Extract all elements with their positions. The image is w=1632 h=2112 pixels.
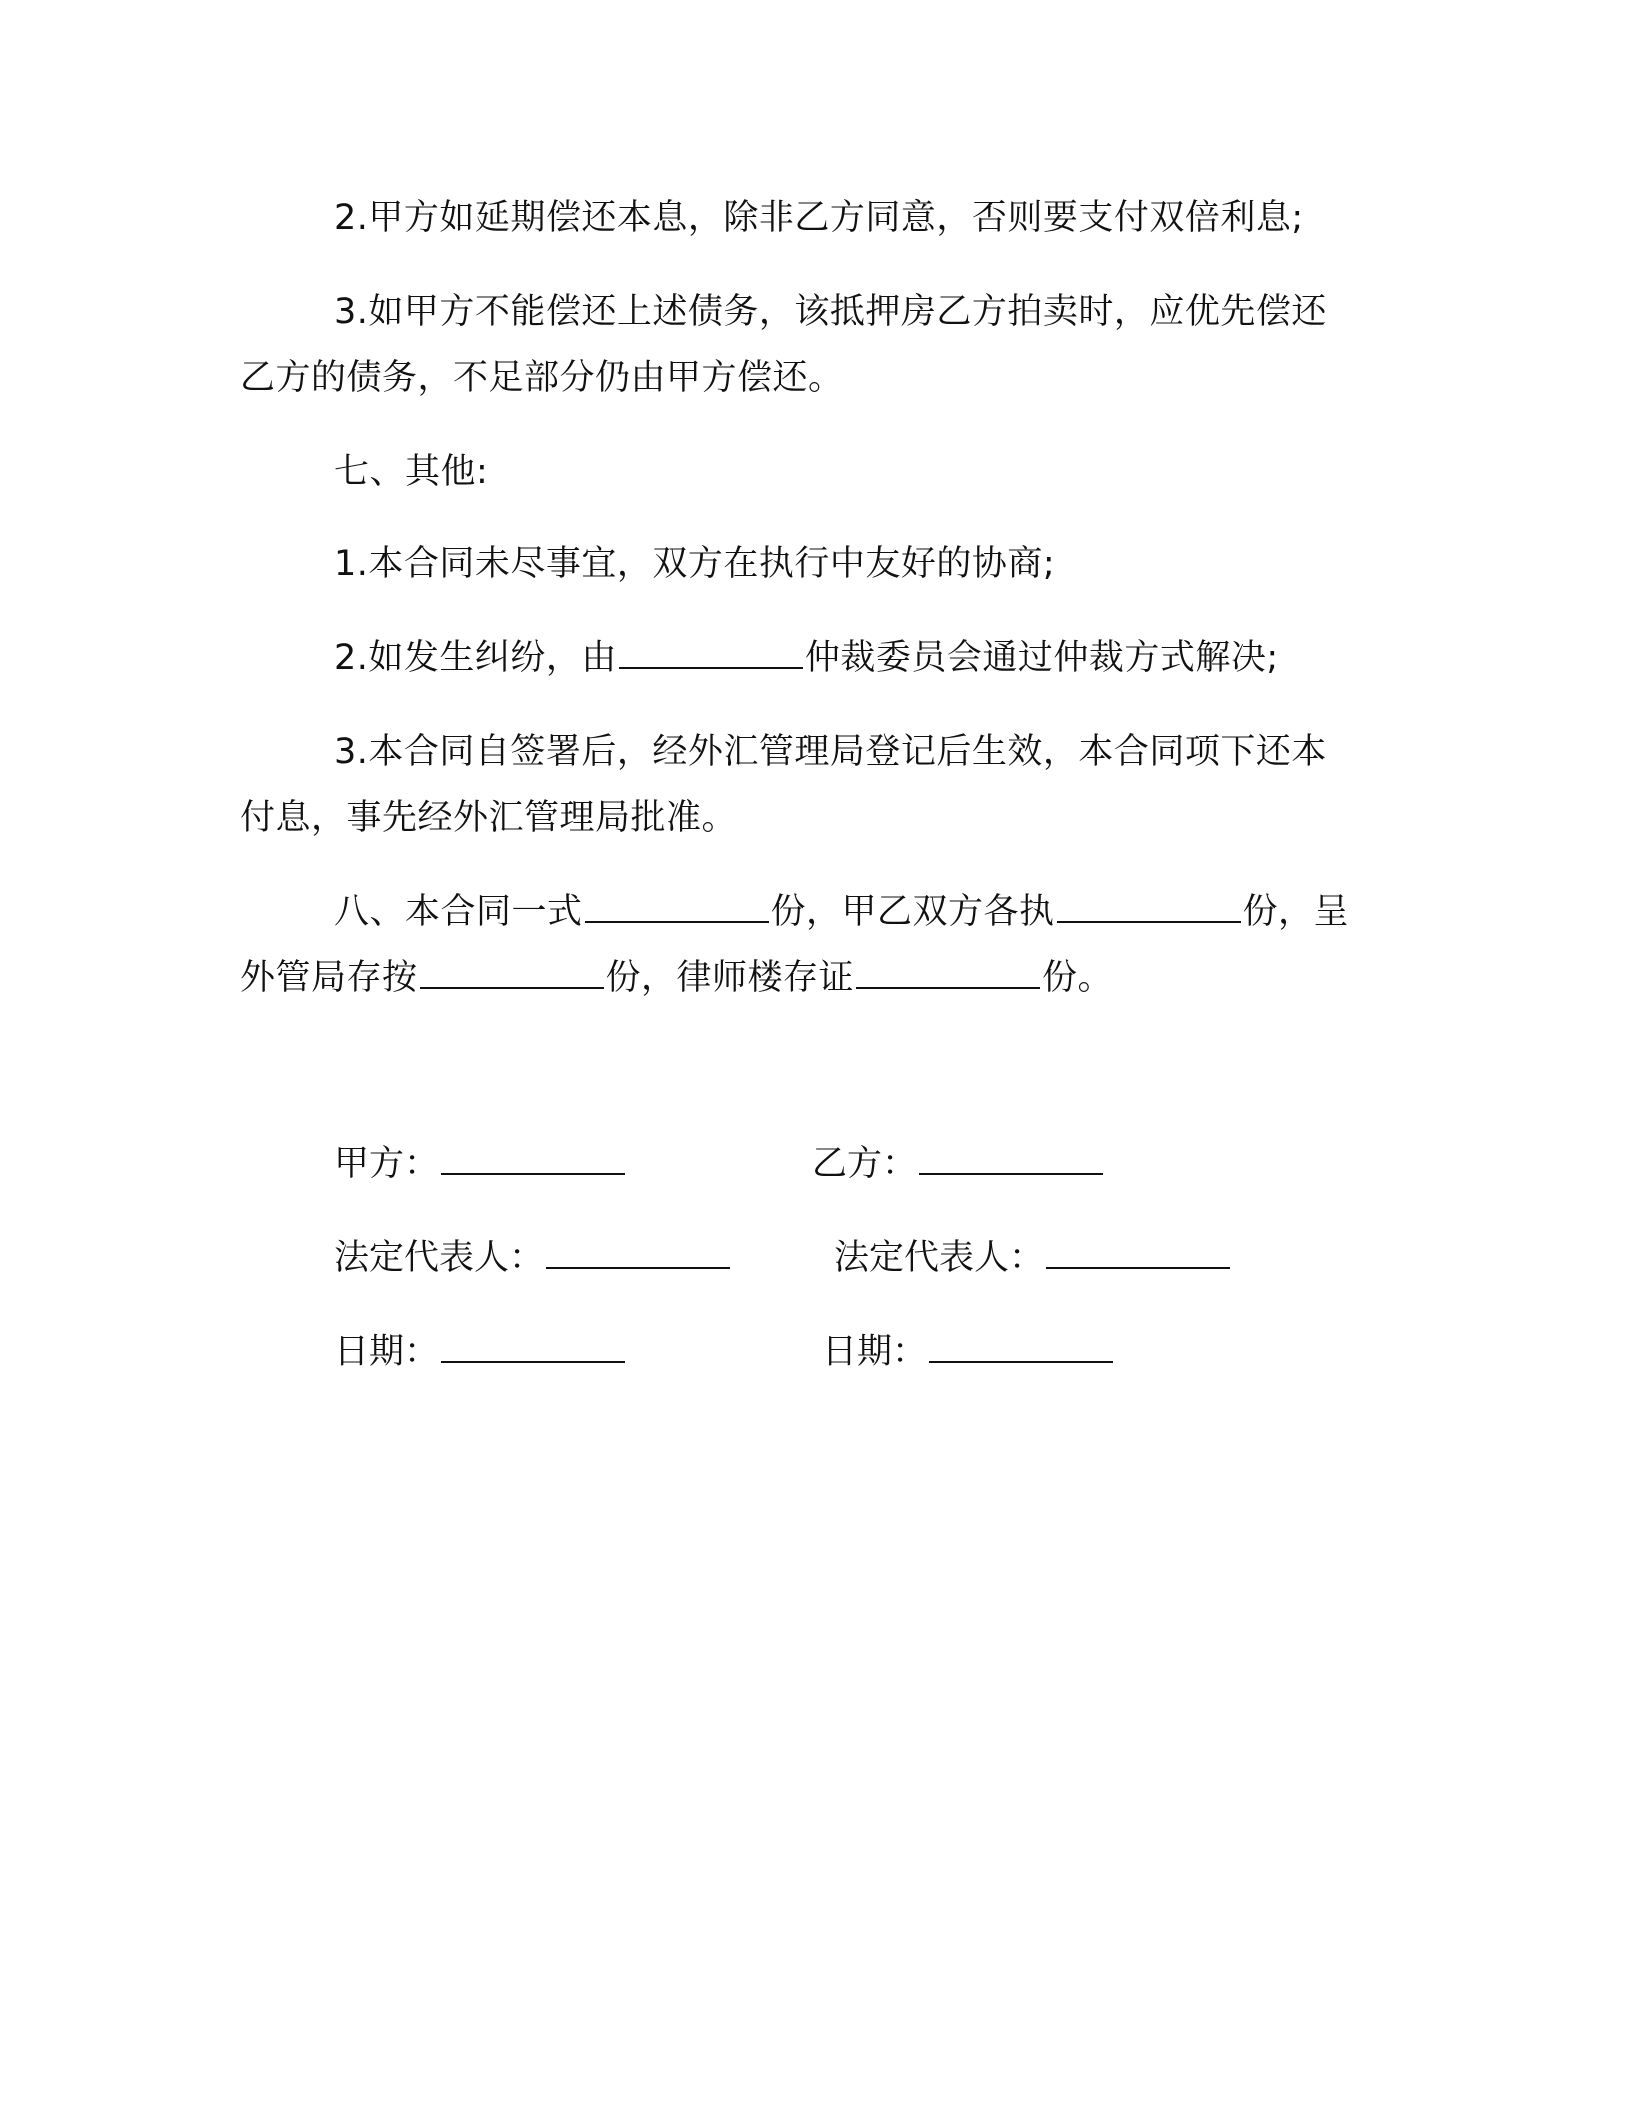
date-b-label: 日期： — [822, 1332, 928, 1372]
clause-7-3-line1 — [334, 730, 1327, 774]
section-8-text-a: 八、本合同一式 — [334, 892, 583, 932]
date-a-signature — [334, 1330, 627, 1374]
date-b-signature — [822, 1330, 1115, 1374]
rep-a-blank — [546, 1237, 730, 1269]
date-b-blank — [929, 1331, 1113, 1363]
clause-6-2-text: 2.甲方如延期偿还本息，除非乙方同意，否则要支付双倍利息; — [334, 198, 1304, 238]
party-b-blank — [919, 1143, 1103, 1175]
rep-a-signature — [334, 1236, 732, 1280]
party-b-signature — [812, 1142, 1105, 1186]
section-7-title: 七、其他: — [334, 452, 489, 492]
clause-6-3-text-2: 乙方的债务，不足部分仍由甲方偿还。 — [240, 358, 844, 398]
copies-total-blank — [585, 891, 769, 923]
clause-6-3-line2 — [240, 356, 844, 400]
clause-7-2-text-b: 仲裁委员会通过仲裁方式解决; — [804, 638, 1279, 678]
section-8-text-c: 份，呈 — [1242, 892, 1350, 932]
arbitration-blank — [619, 637, 803, 669]
clause-7-1-text: 1.本合同未尽事宜，双方在执行中友好的协商; — [334, 544, 1056, 584]
section-8-line2 — [240, 956, 1113, 1000]
rep-b-label: 法定代表人： — [834, 1238, 1045, 1278]
section-8-text-b: 份，甲乙双方各执 — [770, 892, 1055, 932]
date-a-blank — [441, 1331, 625, 1363]
section-8-text-d: 外管局存按 — [240, 958, 418, 998]
party-a-blank — [441, 1143, 625, 1175]
section-8-text-f: 份。 — [1042, 958, 1114, 998]
copies-fx-blank — [420, 957, 604, 989]
section-7-heading — [334, 450, 488, 494]
copies-lawyer-blank — [856, 957, 1040, 989]
clause-7-3-text-2: 付息，事先经外汇管理局批准。 — [240, 798, 738, 838]
clause-6-3-text-1: 3.如甲方不能偿还上述债务，该抵押房乙方拍卖时，应优先偿还 — [334, 292, 1327, 332]
clause-7-2 — [334, 636, 1279, 680]
clause-7-2-text-a: 2.如发生纠纷，由 — [334, 638, 617, 678]
clause-7-3-text-1: 3.本合同自签署后，经外汇管理局登记后生效，本合同项下还本 — [334, 732, 1327, 772]
rep-a-label: 法定代表人： — [334, 1238, 545, 1278]
party-a-signature — [334, 1142, 627, 1186]
clause-6-2 — [334, 196, 1304, 240]
clause-7-1 — [334, 542, 1055, 586]
clause-6-3-line1 — [334, 290, 1327, 334]
date-a-label: 日期： — [334, 1332, 440, 1372]
party-a-label: 甲方： — [334, 1144, 440, 1184]
party-b-label: 乙方： — [812, 1144, 918, 1184]
section-8-text-e: 份，律师楼存证 — [605, 958, 855, 998]
rep-b-blank — [1046, 1237, 1230, 1269]
rep-b-signature — [834, 1236, 1232, 1280]
copies-each-blank — [1057, 891, 1241, 923]
section-8-line1 — [334, 890, 1349, 934]
clause-7-3-line2 — [240, 796, 737, 840]
